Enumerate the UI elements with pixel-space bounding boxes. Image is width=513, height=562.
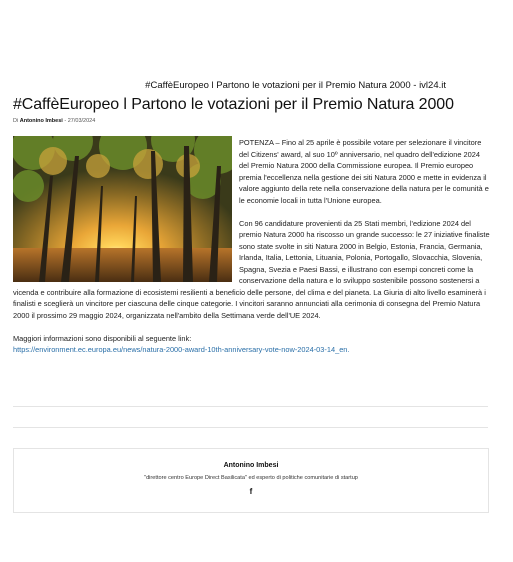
meta-author-link[interactable]: Antonino Imbesi	[19, 118, 63, 124]
author-box	[13, 448, 489, 513]
article-body	[13, 137, 490, 356]
image-float-space	[13, 137, 232, 283]
more-info-text: Maggiori informazioni sono disponibili al seguente link:	[13, 333, 192, 343]
post-meta	[13, 118, 95, 124]
post-title: #CaffèEuropeo l Partono le votazioni per il Premio Natura 2000	[13, 96, 454, 113]
divider	[13, 406, 488, 407]
meta-separator: -	[64, 118, 67, 124]
author-bio: "direttore centro Europe Direct Basilicata" ed esperto di politiche comunitarie di startup	[144, 475, 358, 481]
divider	[13, 427, 488, 428]
article-paragraph: POTENZA – Fino al 25 aprile è possibile votare per selezionare il vincitore del Citizens' award, al suo 10º anniversario, nel quadro dell'edizione 2024 del Premio Natura 2000 della Commissione europea. Il Premio europeo premia l'eccellenza nella gestione dei siti Natura 2000 e mette in evidenza il valore aggiunto della rete nella conservazione della natura per le comunità e le economie locali in tutta l'Unione europea.	[239, 138, 489, 205]
page-header-title: #CaffèEuropeo l Partono le votazioni per il Premio Natura 2000 - ivl24.it	[145, 80, 446, 91]
source-link[interactable]: https://environment.ec.europa.eu/news/natura-2000-award-10th-anniversary-vote-now-2024-03-14_en.	[13, 345, 350, 354]
meta-by-prefix: Di	[13, 118, 19, 124]
article-paragraph: Con 96 candidature provenienti da 25 Stati membri, l'edizione 2024 del premio Natura 2000 ha riscosso un grande successo: le 27 iniziative finaliste sono state svolte in siti Natura 2000 in Belgio, Estonia, Francia, Germania, Irlanda, Italia, Lettonia, Lituania, Polonia, Portogallo, Slovacchia, Slovenia, Spagna, Svezia e Paesi Bassi, e illustrano con esempi concreti come la conservazione della natura e lo sviluppo sostenibile possono sostenersi a vicenda e contribuire alla formazione di ecosistemi resilienti a beneficio delle persone, del clima e del pianeta. La Giuria di alto livello esaminerà i finalisti e sceglierà un vincitore per ciascuna delle cinque categorie. I vincitori saranno annunciati alla cerimonia di consegna del Premio Natura 2000 il prossimo 29 maggio 2024, organizzata nell'ambito della Settimana verde dell'UE 2024.	[13, 218, 490, 320]
author-name[interactable]: Antonino Imbesi	[223, 462, 279, 469]
meta-date: 27/03/2024	[67, 118, 96, 124]
facebook-icon[interactable]: f	[249, 487, 253, 496]
